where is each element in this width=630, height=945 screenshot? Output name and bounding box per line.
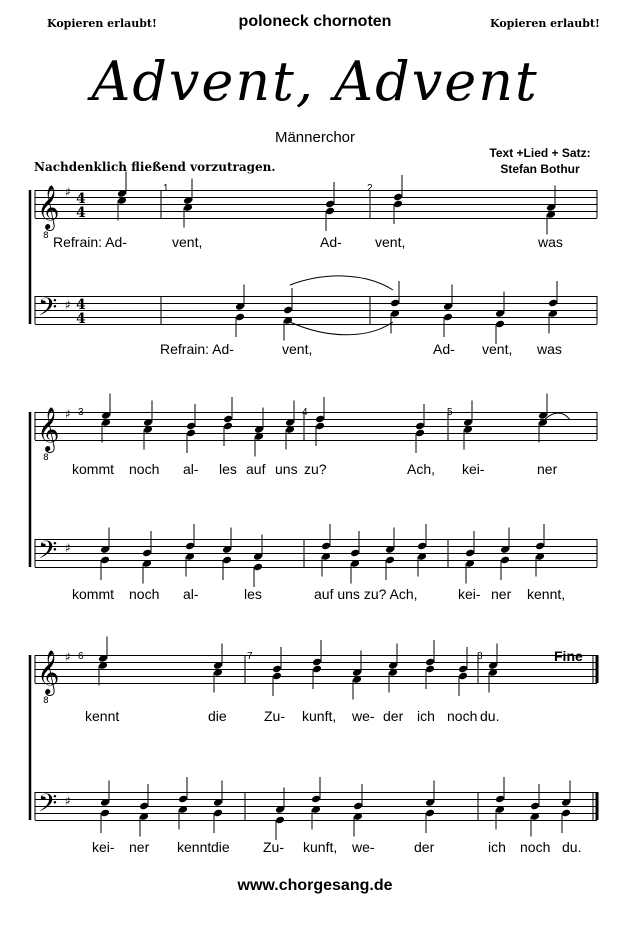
lyric-syllable: du.: [480, 708, 500, 724]
tie: [290, 276, 393, 290]
measure-number: 1: [163, 183, 169, 194]
measure-number: 5: [447, 407, 453, 418]
measure-number: 7: [247, 651, 253, 662]
lyric-syllable: was: [538, 234, 563, 250]
lyric-syllable: kennt: [177, 839, 212, 855]
lyric-syllable: we-: [352, 708, 375, 724]
publisher-name: poloneck chornoten: [238, 13, 392, 30]
lyric-syllable: al-: [183, 461, 199, 477]
lyric-syllable: vent,: [172, 234, 203, 250]
lyric-syllable: kei-: [458, 586, 481, 602]
key-sharp: ♯: [65, 298, 71, 312]
staff-lines: [35, 191, 597, 821]
lyric-syllable: kei-: [462, 461, 485, 477]
treble-clef: 𝄞: [37, 407, 60, 451]
lyric-syllable: die: [211, 839, 230, 855]
tie: [290, 322, 393, 335]
key-sharp: ♯: [65, 650, 71, 664]
clef-octave-mark: 8: [43, 453, 49, 463]
bass-clef: 𝄢: [38, 536, 58, 571]
lyric-syllable: we-: [352, 839, 375, 855]
credit-line-2: Stefan Bothur: [500, 162, 580, 176]
lyric-syllable: auf uns zu? Ach,: [314, 586, 418, 602]
lyric-syllable: les: [244, 586, 262, 602]
notation-marks: [30, 172, 597, 841]
song-title: Advent, Advent: [91, 50, 539, 113]
lyric-syllable: Ad-: [320, 234, 342, 250]
fine-marking: Fine: [554, 648, 583, 664]
lyric-syllable: Ad-: [433, 341, 455, 357]
lyric-syllable: ich: [488, 839, 506, 855]
lyric-syllable: al-: [183, 586, 199, 602]
lyric-syllable: les: [219, 461, 237, 477]
lyric-syllable: kennt: [85, 708, 120, 724]
lyric-syllable: der: [414, 839, 435, 855]
lyric-syllable: ner: [491, 586, 512, 602]
measure-number: 8: [477, 651, 483, 662]
clef-octave-mark: 8: [43, 231, 49, 241]
time-signature: 4: [76, 205, 86, 221]
treble-clef: 𝄞: [37, 185, 60, 229]
lyric-syllable: Refrain: Ad-: [53, 234, 127, 250]
lyric-syllable: Refrain: Ad-: [160, 341, 234, 357]
measure-number: 3: [78, 407, 84, 418]
key-sharp: ♯: [65, 541, 71, 555]
credit-line-1: Text +Lied + Satz:: [489, 146, 591, 160]
choir-type: Männerchor: [274, 129, 356, 146]
lyric-syllable: kei-: [92, 839, 115, 855]
lyric-syllable: noch: [129, 586, 160, 602]
lyric-syllable: vent,: [375, 234, 406, 250]
time-signature: 4: [76, 191, 86, 207]
key-sharp: ♯: [65, 407, 71, 421]
copy-notice-right: Kopieren erlaubt!: [490, 17, 600, 30]
lyric-syllable: der: [383, 708, 404, 724]
lyric-syllable: kommt: [72, 461, 114, 477]
lyric-syllable: kommt: [72, 586, 114, 602]
time-signature: 4: [76, 297, 86, 313]
lyric-syllable: zu?: [304, 461, 327, 477]
measure-number: 6: [78, 651, 84, 662]
lyric-syllable: ner: [129, 839, 150, 855]
bass-clef: 𝄢: [38, 293, 58, 328]
lyric-syllable: was: [537, 341, 562, 357]
lyric-syllable: uns: [275, 461, 298, 477]
lyric-syllable: noch: [520, 839, 551, 855]
key-sharp: ♯: [65, 185, 71, 199]
copy-notice-left: Kopieren erlaubt!: [47, 17, 157, 30]
lyric-syllable: vent,: [282, 341, 313, 357]
lyric-syllable: ich: [417, 708, 435, 724]
bass-clef: 𝄢: [38, 789, 58, 824]
treble-clef: 𝄞: [37, 650, 60, 694]
footer-website: www.chorgesang.de: [237, 877, 393, 894]
clef-octave-mark: 8: [43, 696, 49, 706]
lyric-syllable: auf: [246, 461, 266, 477]
key-sharp: ♯: [65, 794, 71, 808]
lyric-syllable: Ach,: [407, 461, 436, 477]
lyric-syllable: kennt,: [527, 586, 566, 602]
lyric-syllable: Zu-: [263, 839, 284, 855]
lyric-syllable: vent,: [482, 341, 513, 357]
lyric-syllable: ner: [537, 461, 558, 477]
time-signature: 4: [76, 311, 86, 327]
lyric-syllable: noch: [447, 708, 478, 724]
measure-number: 2: [367, 183, 373, 194]
lyric-syllable: kunft,: [302, 708, 337, 724]
lyric-syllable: kunft,: [303, 839, 338, 855]
lyric-syllable: Zu-: [264, 708, 285, 724]
lyric-syllable: noch: [129, 461, 160, 477]
lyric-syllable: du.: [562, 839, 582, 855]
lyric-syllable: die: [208, 708, 227, 724]
tempo-marking: Nachdenklich fließend vorzutragen.: [34, 160, 276, 174]
measure-number: 4: [302, 407, 308, 418]
